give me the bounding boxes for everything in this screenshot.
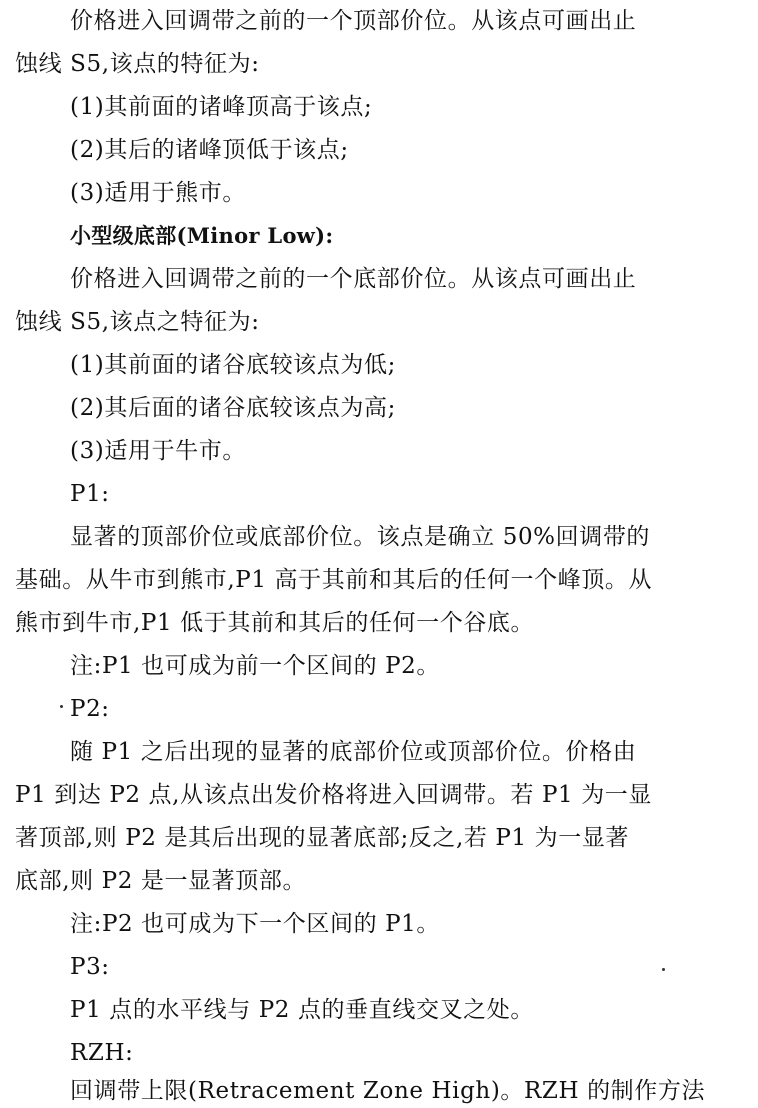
note-line: 注:P1 也可成为前一个区间的 P2。 xyxy=(70,653,440,679)
paragraph-line: 回调带上限(Retracement Zone High)。RZH 的制作方法 xyxy=(70,1078,706,1104)
paragraph-line: 价格进入回调带之前的一个顶部价位。从该点可画出止 xyxy=(70,8,637,34)
list-item: (1)其前面的诸谷底较该点为低; xyxy=(70,352,396,378)
section-heading: P3: xyxy=(70,954,110,980)
scan-speck xyxy=(60,705,63,708)
list-item: (2)其后面的诸谷底较该点为高; xyxy=(70,395,396,421)
section-heading: P1: xyxy=(70,481,110,507)
list-item: (2)其后的诸峰顶低于该点; xyxy=(70,137,349,163)
list-item: (1)其前面的诸峰顶高于该点; xyxy=(70,94,373,120)
paragraph-line: 随 P1 之后出现的显著的底部价位或顶部价位。价格由 xyxy=(70,739,637,765)
paragraph-line: 基础。从牛市到熊市,P1 高于其前和其后的任何一个峰顶。从 xyxy=(15,567,653,593)
list-item: (3)适用于熊市。 xyxy=(70,180,246,206)
paragraph-line: 蚀线 S5,该点的特征为: xyxy=(15,51,260,77)
note-line: 注:P2 也可成为下一个区间的 P1。 xyxy=(70,911,440,937)
paragraph-line: 著顶部,则 P2 是其后出现的显著底部;反之,若 P1 为一显著 xyxy=(15,825,630,851)
scan-speck xyxy=(662,968,665,971)
paragraph-line: 价格进入回调带之前的一个底部价位。从该点可画出止 xyxy=(70,266,637,292)
section-heading: P2: xyxy=(70,696,110,722)
paragraph-line: 底部,则 P2 是一显著顶部。 xyxy=(15,868,307,894)
section-heading: 小型级底部(Minor Low): xyxy=(70,223,334,248)
paragraph-line: 熊市到牛市,P1 低于其前和其后的任何一个谷底。 xyxy=(15,610,535,636)
paragraph-line: 蚀线 S5,该点之特征为: xyxy=(15,309,260,335)
list-item: (3)适用于牛市。 xyxy=(70,438,246,464)
paragraph-line: P1 到达 P2 点,从该点出发价格将进入回调带。若 P1 为一显 xyxy=(15,782,652,808)
paragraph-line: P1 点的水平线与 P2 点的垂直线交叉之处。 xyxy=(70,997,534,1023)
paragraph-line: 显著的顶部价位或底部价位。该点是确立 50%回调带的 xyxy=(70,524,651,550)
section-heading: RZH: xyxy=(70,1040,134,1066)
